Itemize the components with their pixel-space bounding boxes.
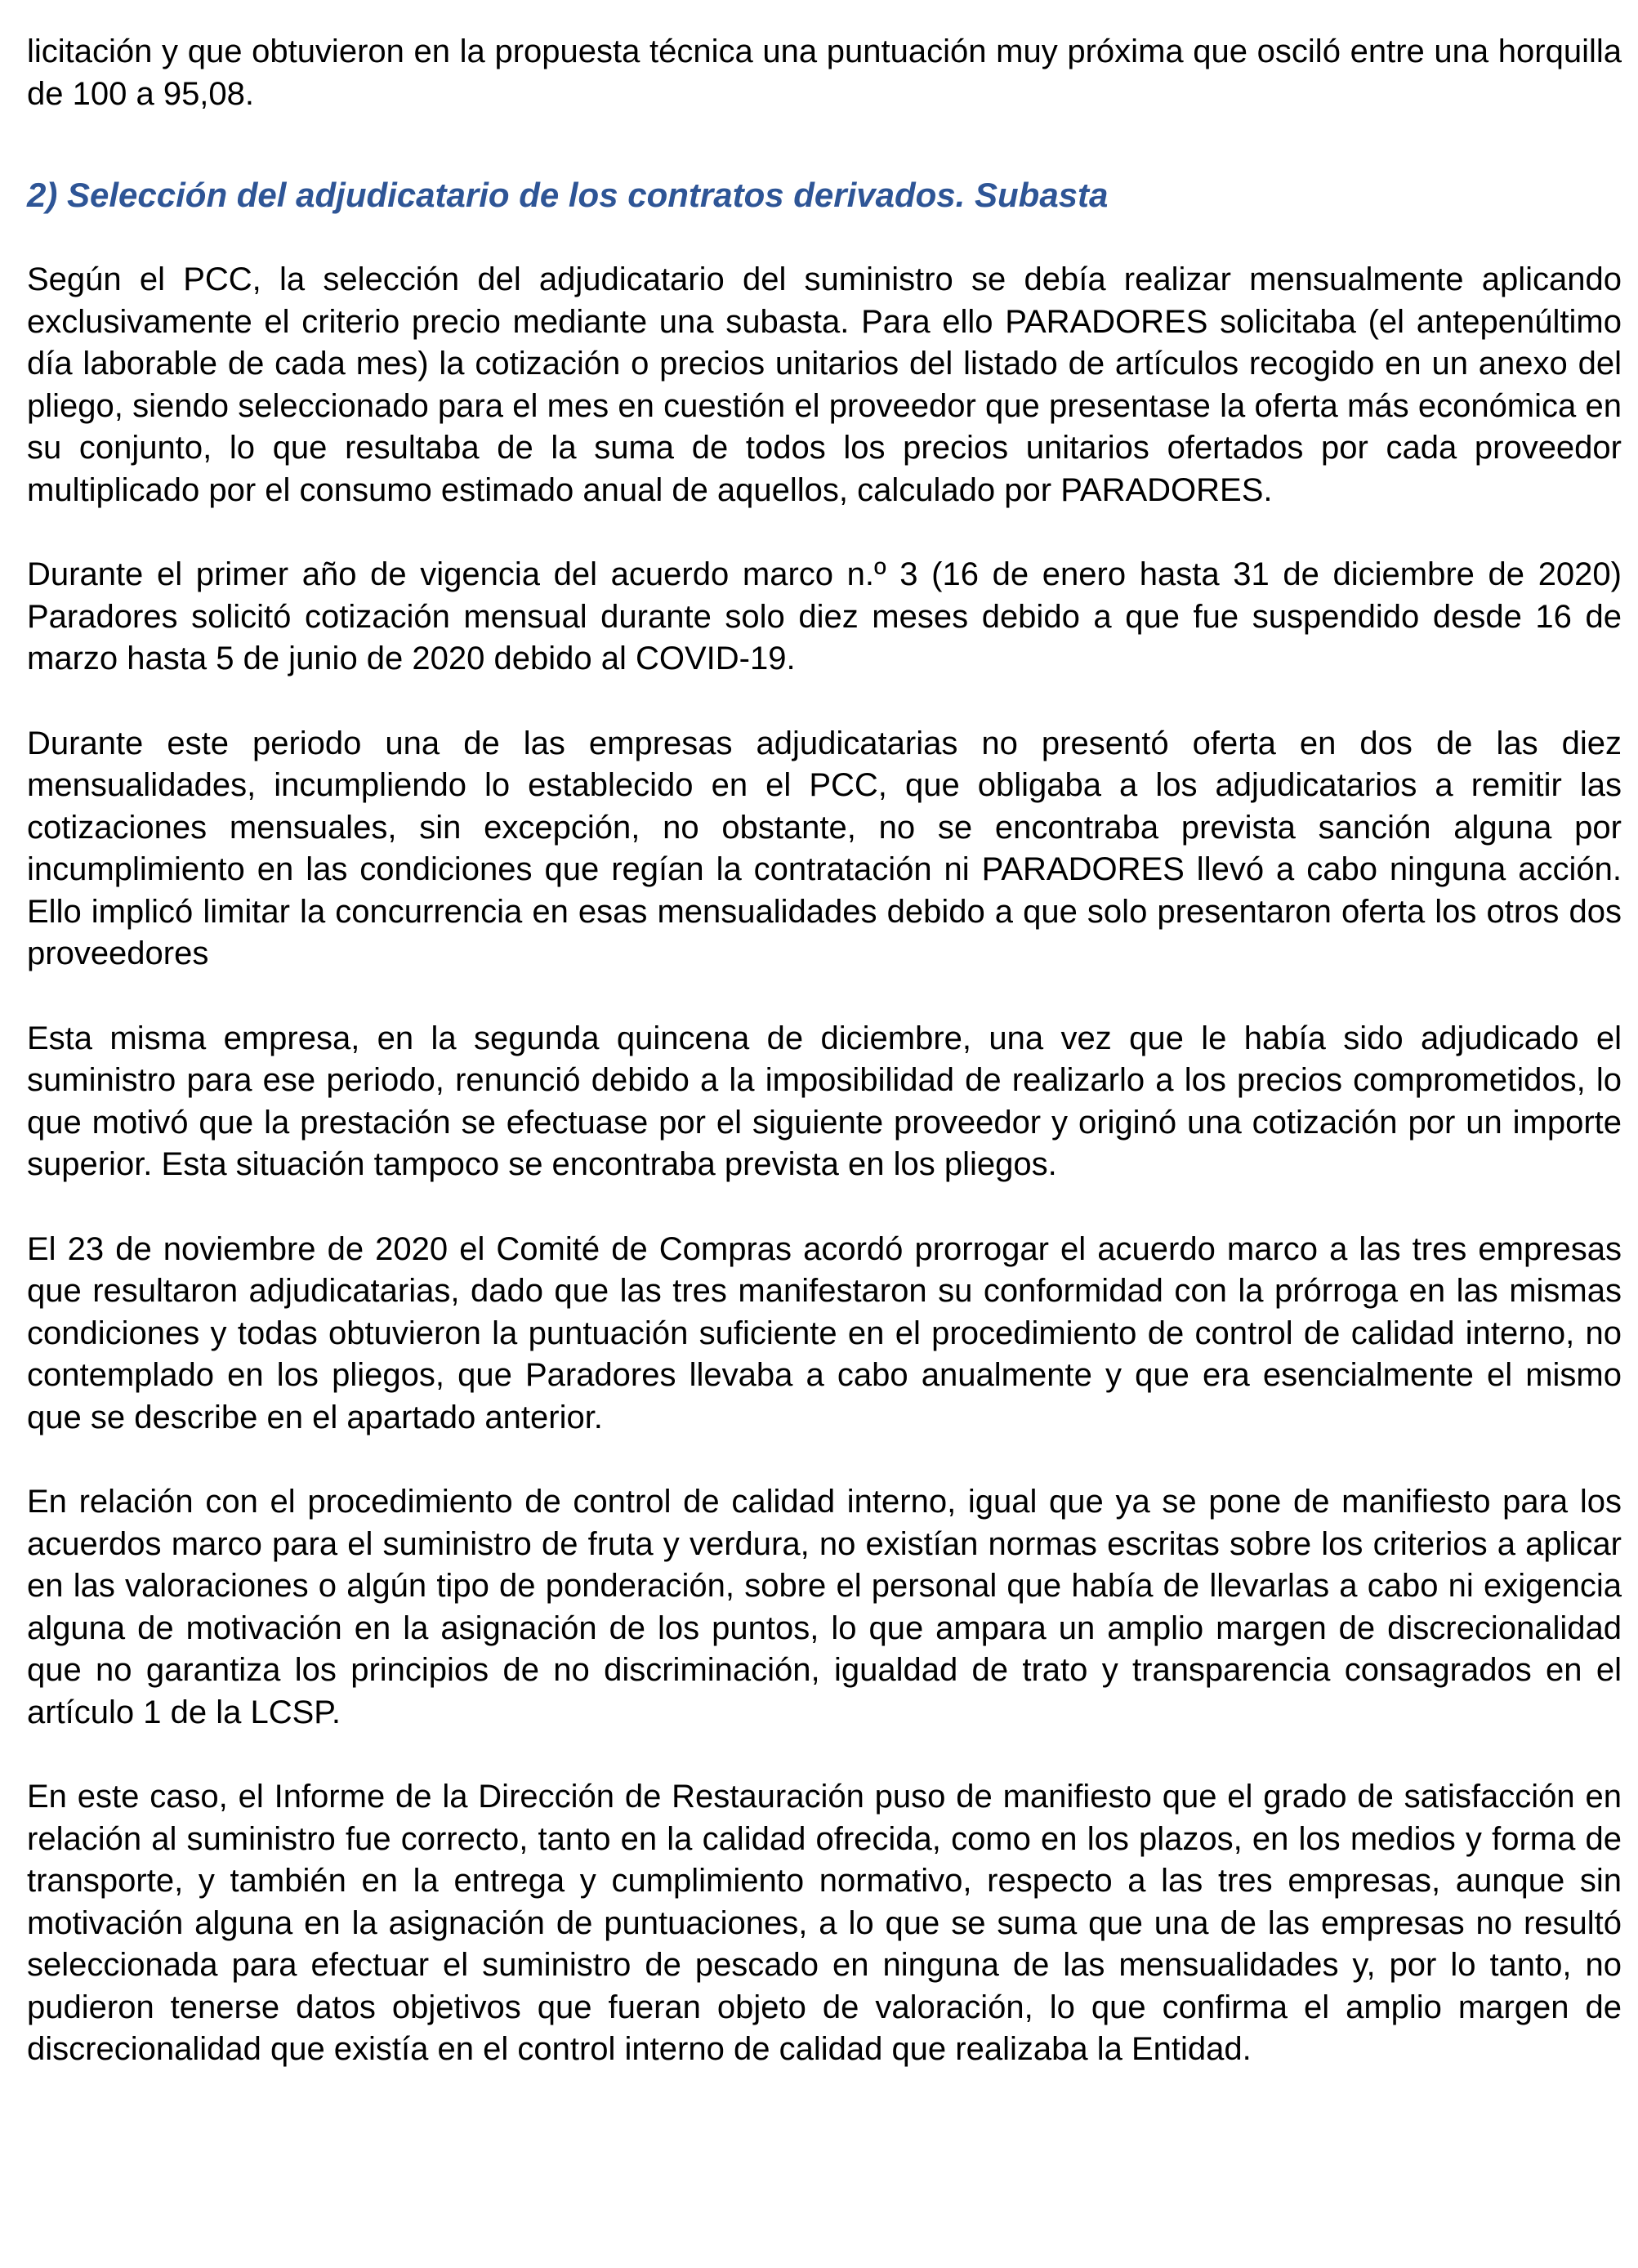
body-paragraph-missing-offers: Durante este periodo una de las empresas adjudicatarias no presentó oferta en dos de las diez mensualidades, incumpliendo lo establecido en el PCC, que obligaba a los adjudicatarios a remitir las cotizaciones mensuales, sin excepción, no obstante, no se encontraba prevista sanción alguna por incumplimiento en las condiciones que regían la contratación ni PARADORES llevó a cabo ninguna acción. Ello implicó limitar la concurrencia en esas mensualidades debido a que solo presentaron oferta los otros dos proveedores xyxy=(27,725,1622,971)
document-page xyxy=(27,31,1622,2114)
body-paragraph-extension: El 23 de noviembre de 2020 el Comité de Compras acordó prorrogar el acuerdo marco a las tres empresas que resultaron adjudicatarias, dado que las tres manifestaron su conformidad con la prórroga en las mismas condiciones y todas obtuvieron la puntuación suficiente en el procedimiento de control de calidad interno, no contemplado en los pliegos, que Paradores llevaba a cabo anualmente y que era esencialmente el mismo que se describe en el apartado anterior. xyxy=(27,1230,1622,1435)
body-paragraph-subasta-criteria: Según el PCC, la selección del adjudicatario del suministro se debía realizar mensualmente aplicando exclusivamente el criterio precio mediante una subasta. Para ello PARADORES solicitaba (el antepenúltimo día laborable de cada mes) la cotización o precios unitarios del listado de artículos recogido en un anexo del pliego, siendo seleccionado para el mes en cuestión el proveedor que presentase la oferta más económica en su conjunto, lo que resultaba de la suma de todos los precios unitarios ofertados por cada proveedor multiplicado por el consumo estimado anual de aquellos, calculado por PARADORES. xyxy=(27,261,1622,508)
body-paragraph-restoration-report: En este caso, el Informe de la Dirección de Restauración puso de manifiesto que el grado de satisfacción en relación al suministro fue correcto, tanto en la calidad ofrecida, como en los plazos, en los medios y forma de transporte, y también en la entrega y cumplimiento normativo, respecto a las tres empresas, aunque sin motivación alguna en la asignación de puntuaciones, a lo que se suma que una de las empresas no resultó seleccionada para efectuar el suministro de pescado en ninguna de las mensualidades y, por lo tanto, no pudieron tenerse datos objetivos que fueran objeto de valoración, lo que confirma el amplio margen de discrecionalidad que existía en el control interno de calidad que realizaba la Entidad. xyxy=(27,1779,1622,2067)
body-paragraph-quality-control: En relación con el procedimiento de control de calidad interno, igual que ya se pone de manifiesto para los acuerdos marco para el suministro de fruta y verdura, no existían normas escritas sobre los criterios a aplicar en las valoraciones o algún tipo de ponderación, sobre el personal que había de llevarlas a cabo ni exigencia alguna de motivación en la asignación de los puntos, lo que ampara un amplio margen de discrecionalidad que no garantiza los principios de no discriminación, igualdad de trato y transparencia consagrados en el artículo 1 de la LCSP. xyxy=(27,1484,1622,1730)
body-paragraph-first-year: Durante el primer año de vigencia del acuerdo marco n.º 3 (16 de enero hasta 31 de diciembre de 2020) Paradores solicitó cotización mensual durante solo diez meses debido a que fue suspendido desde 16 de marzo hasta 5 de junio de 2020 debido al COVID-19. xyxy=(27,556,1622,676)
intro-paragraph: licitación y que obtuvieron en la propuesta técnica una puntuación muy próxima que osciló entre una horquilla de 100 a 95,08. xyxy=(27,33,1622,112)
section-heading: 2) Selección del adjudicatario de los contratos derivados. Subasta xyxy=(27,176,1109,214)
body-paragraph-renunciation: Esta misma empresa, en la segunda quincena de diciembre, una vez que le había sido adjudicado el suministro para ese periodo, renunció debido a la imposibilidad de realizarlo a los precios comprometidos, lo que motivó que la prestación se efectuase por el siguiente proveedor y originó una cotización por un importe superior. Esta situación tampoco se encontraba prevista en los pliegos. xyxy=(27,1020,1622,1182)
